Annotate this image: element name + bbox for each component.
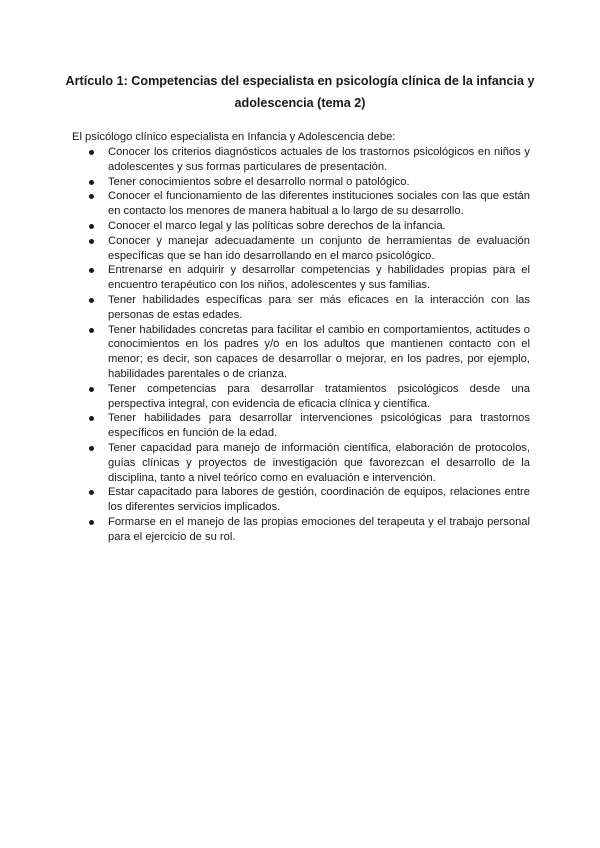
bullet-dot-icon — [89, 328, 94, 333]
document-title: Artículo 1: Competencias del especialista en psicología clínica de la infancia y adolescencia (tema 2) — [65, 74, 535, 110]
list-item-text: Formarse en el manejo de las propias emociones del terapeuta y el trabajo personal para el ejercicio de su rol. — [108, 515, 530, 543]
list-item-text: Tener habilidades para desarrollar intervenciones psicológicas para trastornos específicos en función de la edad. — [108, 412, 530, 440]
list-item-text: Conocer el marco legal y las políticas sobre derechos de la infancia. — [108, 219, 446, 232]
list-item-text: Tener habilidades concretas para facilitar el cambio en comportamientos, actitudes o conocimientos en los padres y/o en los adultos que mantienen contacto con el menor; es decir, son capaces de desarrollar o mejorar, en los padres, por ejemplo, habilidades parentales o de crianza. — [108, 323, 530, 380]
bullet-dot-icon — [89, 194, 94, 199]
list-item-text: Tener habilidades específicas para ser más eficaces en la interacción con las personas de estas edades. — [108, 293, 530, 321]
list-item-text: Tener capacidad para manejo de información científica, elaboración de protocolos, guías clínicas y proyectos de investigación que favorezcan el desarrollo de la disciplina, tanto a nivel teórico como en evaluación e intervención. — [108, 441, 530, 484]
list-item-text: Entrenarse en adquirir y desarrollar competencias y habilidades propias para el encuentro terapéutico con los niños, adolescentes y sus familias. — [108, 264, 530, 292]
bullet-dot-icon — [89, 446, 94, 451]
bullet-dot-icon — [89, 490, 94, 495]
bullet-dot-icon — [89, 298, 94, 303]
list-item — [72, 234, 530, 264]
list-item — [72, 515, 530, 545]
list-item-text: Tener conocimientos sobre el desarrollo normal o patológico. — [108, 175, 410, 188]
bullet-dot-icon — [89, 224, 94, 229]
intro-paragraph: El psicólogo clínico especialista en Infancia y Adolescencia debe: — [72, 131, 396, 143]
bullet-dot-icon — [89, 239, 94, 244]
list-item-text: Tener competencias para desarrollar tratamientos psicológicos desde una perspectiva integral, con evidencia de eficacia clínica y científica. — [108, 382, 530, 410]
list-item — [72, 323, 530, 382]
list-item — [72, 441, 530, 485]
bullet-dot-icon — [89, 520, 94, 525]
list-item — [72, 293, 530, 323]
list-item — [72, 175, 530, 190]
list-item — [72, 263, 530, 293]
list-item — [72, 219, 530, 234]
list-item — [72, 189, 530, 219]
list-item-text: Conocer los criterios diagnósticos actuales de los trastornos psicológicos en niños y adolescentes y sus formas particulares de presentación. — [108, 146, 530, 173]
bullet-dot-icon — [89, 268, 94, 273]
bullet-dot-icon — [89, 180, 94, 185]
list-item — [72, 145, 530, 175]
bullet-dot-icon — [89, 150, 94, 155]
bullet-dot-icon — [89, 416, 94, 421]
list-item-text: Conocer y manejar adecuadamente un conjunto de herramientas de evaluación específicas que se han ido desarrollando en el marco psicológico. — [108, 234, 530, 262]
list-item — [72, 411, 530, 441]
bullet-dot-icon — [89, 387, 94, 392]
list-item — [72, 485, 530, 515]
list-item-text: Conocer el funcionamiento de las diferentes instituciones sociales con las que están en contacto los menores de manera habitual a lo largo de su desarrollo. — [108, 190, 530, 218]
list-item — [72, 382, 530, 412]
competency-list — [72, 145, 530, 545]
list-item-text: Estar capacitado para labores de gestión, coordinación de equipos, relaciones entre los diferentes servicios implicados. — [108, 486, 530, 514]
